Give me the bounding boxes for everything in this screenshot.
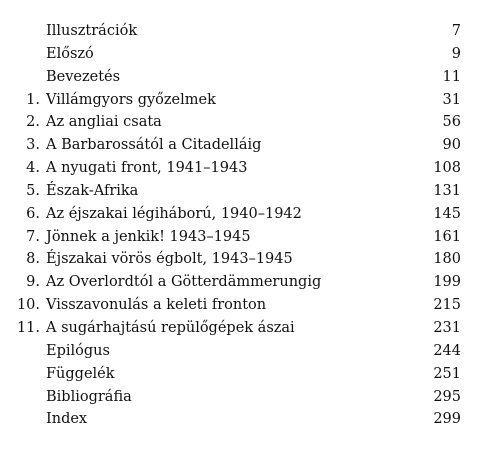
chapter-title: Epilógus — [46, 342, 110, 359]
toc-entry[interactable] — [0, 111, 481, 134]
page-number: 215 — [433, 297, 461, 314]
chapter-number: 1. — [26, 91, 40, 108]
toc-entry[interactable] — [0, 340, 481, 363]
chapter-title: A sugárhajtású repülőgépek ászai — [46, 319, 295, 336]
chapter-number: 6. — [26, 205, 40, 222]
toc-entry[interactable] — [0, 66, 481, 89]
page-number: 231 — [433, 319, 461, 336]
page-number: 145 — [433, 205, 461, 222]
toc-entry[interactable] — [0, 248, 481, 271]
chapter-title: Jönnek a jenkik! 1943–1945 — [46, 228, 251, 245]
chapter-title: Index — [46, 411, 88, 428]
chapter-number: 11. — [16, 319, 40, 336]
page-number: 180 — [433, 251, 461, 268]
chapter-title: Illusztrációk — [46, 23, 138, 39]
page-number: 56 — [442, 114, 461, 131]
toc-entry[interactable] — [0, 89, 481, 112]
toc-entry[interactable] — [0, 363, 481, 386]
chapter-number: 10. — [16, 297, 40, 314]
chapter-title: Az Overlordtól a Götterdämmerungig — [46, 274, 322, 291]
chapter-title: Az angliai csata — [46, 114, 162, 131]
page-number: 251 — [433, 365, 461, 382]
page-number: 131 — [433, 182, 461, 199]
chapter-number: 7. — [26, 228, 40, 245]
page-number: 199 — [433, 274, 461, 291]
toc-entry[interactable] — [0, 134, 481, 157]
toc-entry[interactable] — [0, 203, 481, 226]
chapter-title: Bevezetés — [46, 68, 121, 85]
chapter-number: 8. — [26, 251, 40, 268]
toc-entry[interactable] — [0, 408, 481, 431]
chapter-title: Függelék — [46, 365, 115, 382]
table-of-contents — [0, 20, 481, 431]
toc-entry[interactable] — [0, 180, 481, 203]
chapter-title: A Barbarossától a Citadelláig — [46, 137, 262, 154]
chapter-title: Villámgyors győzelmek — [46, 91, 216, 108]
chapter-title: Visszavonulás a keleti fronton — [46, 297, 267, 314]
page-number: 11 — [442, 68, 461, 85]
page-number: 31 — [442, 91, 461, 108]
toc-entry[interactable] — [0, 157, 481, 180]
chapter-title: Bibliográfia — [46, 388, 132, 405]
toc-entry[interactable] — [0, 271, 481, 294]
toc-entry[interactable] — [0, 317, 481, 340]
page-number: 295 — [433, 388, 461, 405]
chapter-number: 2. — [26, 114, 40, 131]
chapter-title: Az éjszakai légiháború, 1940–1942 — [46, 205, 302, 222]
chapter-title: Előszó — [46, 45, 94, 62]
toc-entry[interactable] — [0, 294, 481, 317]
page-number: 7 — [451, 23, 461, 39]
chapter-number: 9. — [26, 274, 40, 291]
chapter-title: A nyugati front, 1941–1943 — [46, 160, 248, 177]
toc-entry[interactable] — [0, 386, 481, 409]
page-number: 244 — [433, 342, 461, 359]
chapter-title: Éjszakai vörös égbolt, 1943–1945 — [46, 251, 293, 268]
toc-entry[interactable] — [0, 43, 481, 66]
toc-entry[interactable] — [0, 226, 481, 249]
chapter-number: 5. — [26, 182, 40, 199]
page-number: 108 — [433, 160, 461, 177]
toc-entry[interactable] — [0, 20, 481, 43]
chapter-title: Észak-Afrika — [46, 182, 139, 199]
page-number: 9 — [451, 45, 461, 62]
page-number: 299 — [433, 411, 461, 428]
page-number: 90 — [442, 137, 461, 154]
page-number: 161 — [433, 228, 461, 245]
chapter-number: 3. — [26, 137, 40, 154]
chapter-number: 4. — [26, 160, 40, 177]
